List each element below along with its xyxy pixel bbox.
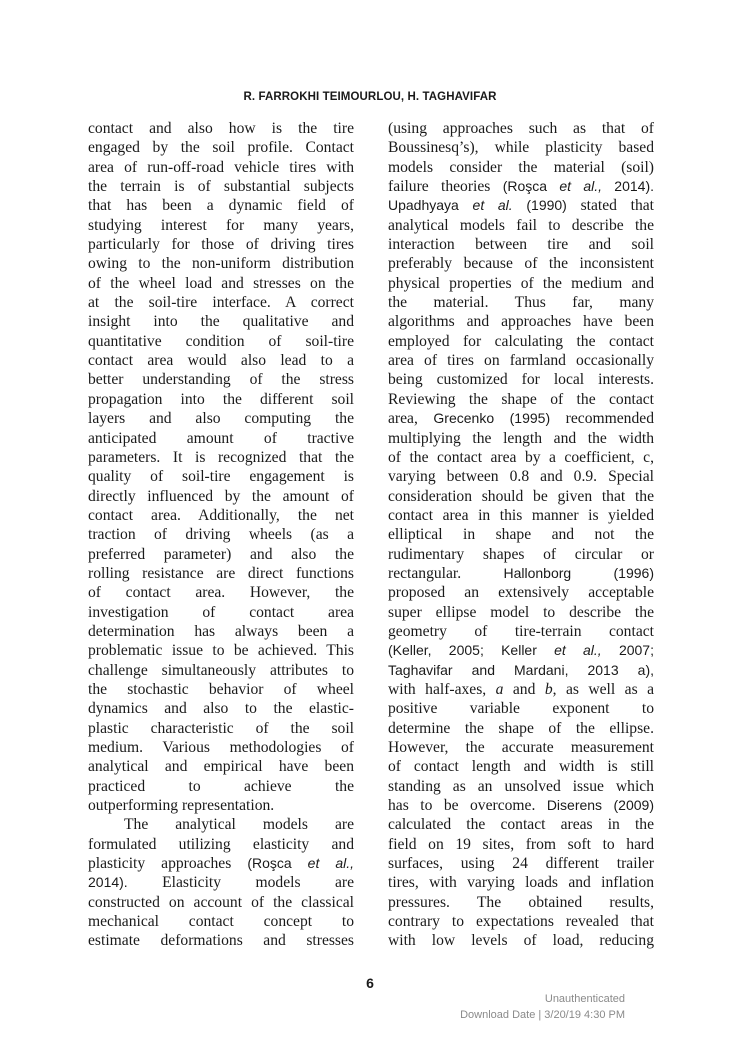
text-line: medium. Various methodologies of (88, 739, 354, 756)
text-line: being customized for local interests. (388, 371, 654, 389)
text-line: estimate deformations and stresses (88, 932, 354, 950)
citation: Hallonborg (503, 564, 572, 581)
citation (503, 178, 654, 194)
text-line (388, 564, 654, 583)
text-line: directly influenced by the amount of (88, 487, 354, 505)
citation-text: (Keller, 2005; Keller (388, 642, 555, 659)
text-line: positive variable exponent to (388, 700, 654, 718)
text-line: propagation into the different soil (88, 390, 354, 408)
text-line (388, 661, 654, 680)
text-line: rudimentary shapes of circular or (388, 545, 654, 563)
citation-year: (1996) (613, 564, 654, 581)
citation-etal: et al., (554, 642, 602, 659)
text-line (388, 177, 654, 196)
text-line: the material. Thus far, many (388, 294, 654, 312)
text-line: investigation of contact area (88, 603, 354, 621)
text-line: at the soil-tire interface. A correct (88, 294, 354, 312)
text-line: pressures. The obtained results, (388, 893, 654, 911)
text-line: challenge simultaneously attributes to (88, 661, 354, 679)
text-fragment: has to be overcome. (388, 797, 536, 815)
text-line: Boussinesq’s), while plasticity based (388, 139, 654, 157)
text-fragment: , as well as a (552, 680, 654, 698)
right-text-column (388, 119, 654, 951)
text-fragment: Elasticity models are (162, 874, 354, 892)
text-line: outperforming representation. (88, 797, 275, 815)
text-line: The analytical models are (124, 816, 354, 834)
text-line: employed for calculating the contact (388, 332, 654, 350)
text-line: owing to the non-uniform distribution (88, 255, 354, 273)
text-fragment: and (512, 680, 536, 698)
text-line (388, 796, 654, 815)
text-line: calculated the contact areas in the (388, 816, 654, 834)
text-line: quality of soil-tire engagement is (88, 468, 354, 486)
text-fragment: stated that (580, 197, 655, 215)
citation (247, 855, 354, 871)
text-line: varying between 0.8 and 0.9. Special (388, 468, 654, 486)
text-line: traction of driving wheels (as a (88, 526, 354, 544)
citation-year: 2007; (601, 642, 654, 659)
text-line: practiced to achieve the (88, 777, 354, 795)
text-fragment: failure theories (388, 178, 491, 196)
text-fragment: with half-axes, (388, 680, 487, 698)
text-line: contact area would also lead to a (88, 352, 354, 370)
text-line: contact and also how is the tire (88, 120, 354, 137)
text-line (388, 409, 654, 428)
text-line: interaction between tire and soil (388, 236, 654, 254)
text-line: area of tires on farmland occasionally (388, 352, 654, 370)
text-line: determination has always been a (88, 622, 354, 640)
text-line: preferably because of the inconsistent (388, 255, 654, 273)
text-line: of contact area. However, the (88, 584, 354, 602)
citation-etal: et al., (559, 178, 602, 195)
text-line: contact area in this manner is yielded (388, 506, 654, 524)
text-line (88, 854, 354, 873)
text-line: rolling resistance are direct functions (88, 564, 354, 582)
text-line: analytical and empirical have been (88, 758, 354, 776)
text-line: constructed on account of the classical (88, 893, 354, 911)
text-line: studying interest for many years, (88, 216, 354, 234)
text-fragment: recommended (565, 410, 654, 428)
text-line: contrary to expectations revealed that (388, 913, 654, 931)
citation-etal: et al., (307, 855, 354, 872)
citation: Grecenko (1995) (417, 410, 566, 427)
text-line: Reviewing the shape of the contact (388, 390, 654, 408)
citation-year: 2014). (602, 178, 654, 195)
text-line: the terrain is of substantial subjects (88, 178, 354, 196)
text-fragment: plasticity approaches (88, 855, 232, 873)
text-line: of contact length and width is still (388, 758, 654, 776)
text-line: algorithms and approaches have been (388, 313, 654, 331)
running-header: R. FARROKHI TEIMOURLOU, H. TAGHAVIFAR (243, 91, 497, 103)
citation-year: (1990) (512, 197, 567, 214)
citation-year: 2014). (88, 874, 128, 891)
footer-download-date: Download Date | 3/20/19 4:30 PM (460, 1009, 625, 1021)
text-line: parameters. It is recognized that the (88, 448, 354, 466)
text-fragment: area, (388, 410, 418, 428)
citation-text: (Roşca (247, 855, 308, 872)
text-line: standing as an unsolved issue which (388, 777, 654, 795)
footer-status: Unauthenticated (544, 993, 625, 1005)
text-line: preferred parameter) and also the (88, 545, 354, 563)
citation: Taghavifar and Mardani, 2013 a), (388, 661, 654, 678)
text-line (88, 873, 354, 892)
text-line: dynamics and also to the elastic- (88, 700, 354, 718)
text-line: plastic characteristic of the soil (88, 719, 354, 737)
text-line: surfaces, using 24 different trailer (388, 855, 654, 873)
citation (388, 642, 654, 658)
text-line: anticipated amount of tractive (88, 429, 354, 447)
text-line: of the contact area by a coefficient, c, (388, 448, 654, 466)
text-line: that has been a dynamic field of (88, 197, 354, 215)
text-line: quantitative condition of soil-tire (88, 332, 354, 350)
citation (388, 197, 567, 213)
text-line: field on 19 sites, from soft to hard (388, 835, 654, 853)
text-line: area of run-off-road vehicle tires with (88, 158, 354, 176)
text-line: determine the shape of the ellipse. (388, 719, 654, 737)
text-line: mechanical contact concept to (88, 913, 354, 931)
text-line: of the wheel load and stresses on the (88, 274, 354, 292)
text-line: super ellipse model to describe the (388, 603, 654, 621)
text-line: formulated utilizing elasticity and (88, 835, 354, 853)
text-line: models consider the material (soil) (388, 158, 654, 176)
variable-b: b (544, 680, 553, 698)
text-line (388, 641, 654, 660)
text-line: problematic issue to be achieved. This (88, 642, 354, 660)
text-line: multiplying the length and the width (388, 429, 654, 447)
text-line: layers and also computing the (88, 410, 354, 428)
text-line: with low levels of load, reducing (388, 932, 654, 950)
citation-text: Upadhyaya (388, 197, 473, 214)
text-line: tires, with varying loads and inflation (388, 874, 654, 892)
text-line: contact area. Additionally, the net (88, 506, 354, 524)
left-text-column (88, 119, 354, 951)
text-line (388, 196, 654, 215)
text-line: engaged by the soil profile. Contact (88, 139, 354, 157)
citation: Diserens (2009) (535, 797, 654, 814)
text-line: consideration should be given that the (388, 487, 654, 505)
text-line: elliptical in shape and not the (388, 526, 654, 544)
text-fragment: rectangular. (388, 564, 462, 582)
citation-text: (Roşca (502, 178, 560, 195)
text-line: proposed an extensively acceptable (388, 584, 654, 602)
text-line: (using approaches such as that of (388, 120, 654, 137)
text-line: better understanding of the stress (88, 371, 354, 389)
text-line: However, the accurate measurement (388, 739, 654, 756)
text-line: insight into the qualitative and (88, 313, 354, 331)
text-line: particularly for those of driving tires (88, 236, 354, 254)
citation-etal: et al. (472, 197, 513, 214)
text-line (388, 680, 654, 699)
page-number: 6 (366, 975, 374, 991)
text-line: geometry of tire-terrain contact (388, 622, 654, 640)
text-line: analytical models fail to describe the (388, 216, 654, 234)
text-line: the stochastic behavior of wheel (88, 680, 354, 698)
text-line: physical properties of the medium and (388, 274, 654, 292)
variable-a: a (495, 680, 504, 698)
